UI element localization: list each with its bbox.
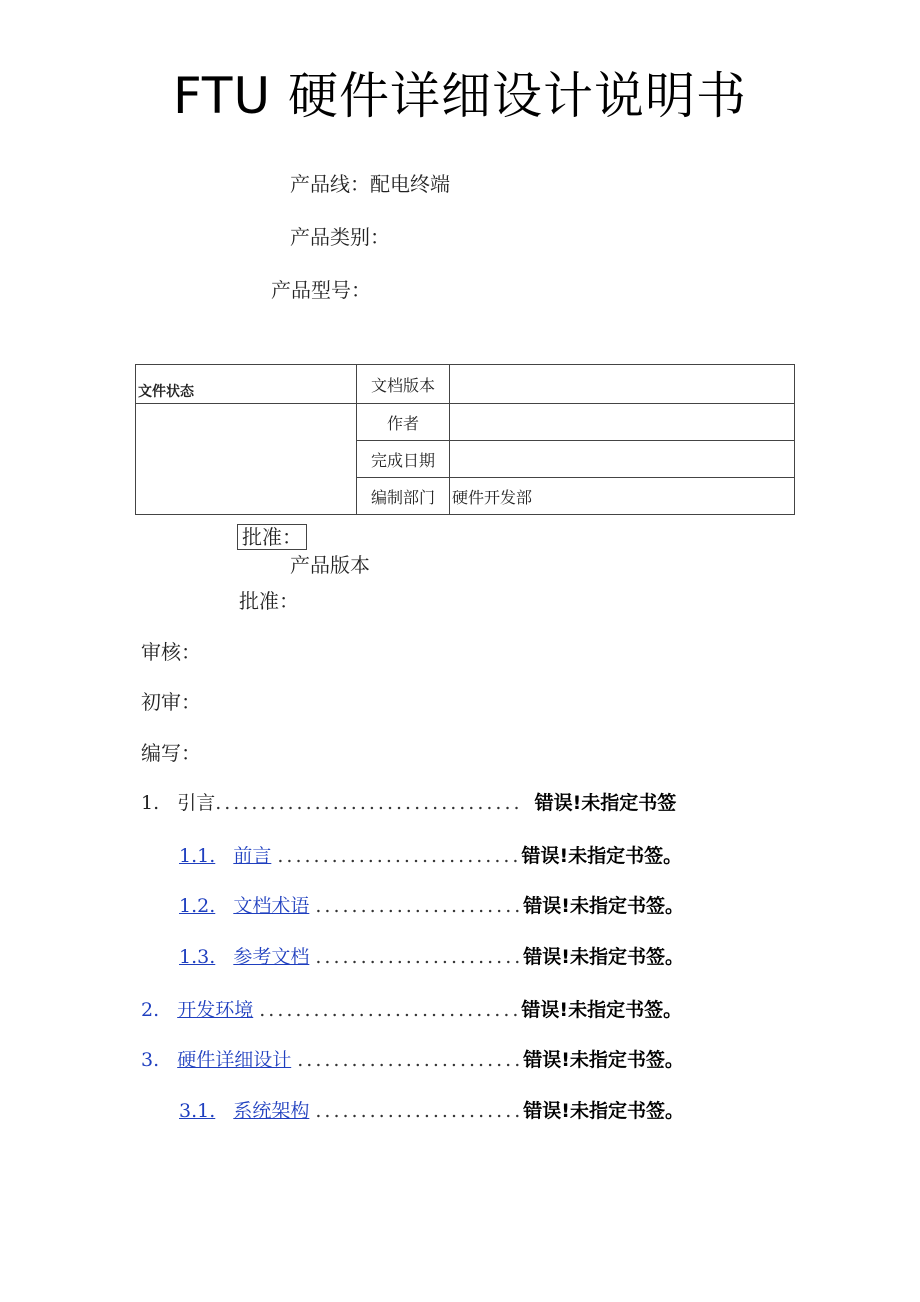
first-review-label: 初审：	[141, 690, 201, 714]
product-line: 产品线：配电终端	[290, 172, 450, 196]
toc-leader: .........................	[297, 1049, 524, 1071]
toc-error-text: 错误!未指定书签。	[523, 1049, 684, 1071]
toc-entry-1-3[interactable]	[179, 942, 684, 969]
toc-error-text: 错误!未指定书签。	[521, 999, 683, 1021]
toc-number[interactable]: 1.1.	[179, 845, 216, 867]
product-category: 产品类别：	[290, 225, 390, 249]
toc-link[interactable]: 参考文档	[233, 946, 310, 968]
product-model: 产品型号：	[271, 278, 371, 302]
file-status-value	[136, 404, 357, 515]
toc-link[interactable]: 开发环境	[177, 999, 254, 1021]
doc-version-label: 文档版本	[357, 365, 450, 404]
toc-number: 1.	[141, 792, 160, 814]
toc-link[interactable]: 系统架构	[233, 1100, 310, 1122]
toc-entry-1-2[interactable]	[179, 891, 684, 918]
approval-boxed-field[interactable]: 批准：	[237, 524, 307, 550]
doc-version-value[interactable]	[450, 365, 795, 404]
toc-entry-2[interactable]	[141, 995, 682, 1022]
toc-entry-3[interactable]	[141, 1045, 684, 1072]
author-value[interactable]	[450, 404, 795, 441]
toc-number[interactable]: 3.1.	[179, 1100, 216, 1122]
toc-leader: .......................	[315, 1100, 524, 1122]
toc-error-text: 错误!未指定书签。	[523, 946, 684, 968]
toc-number[interactable]: 1.2.	[179, 895, 216, 917]
toc-link[interactable]: 前言	[233, 845, 272, 867]
toc-error-text: 错误!未指定书签。	[523, 895, 684, 917]
toc-error-text: 错误!未指定书签	[534, 792, 677, 814]
toc-entry-1[interactable]	[141, 788, 676, 815]
toc-entry-3-1[interactable]	[179, 1096, 684, 1123]
toc-number: 3.	[141, 1049, 160, 1071]
toc-leader: ...........................	[277, 845, 522, 867]
review-label: 审核：	[141, 640, 201, 664]
toc-error-text: 错误!未指定书签。	[521, 845, 683, 867]
toc-leader: .............................	[259, 999, 522, 1021]
toc-leader: .......................	[315, 946, 524, 968]
toc-number[interactable]: 1.3.	[179, 946, 216, 968]
toc-link[interactable]: 硬件详细设计	[177, 1049, 292, 1071]
approve-label: 批准：	[239, 589, 299, 613]
toc-error-text: 错误!未指定书签。	[523, 1100, 684, 1122]
toc-leader: ..................................	[215, 792, 523, 814]
department-value[interactable]: 硬件开发部	[450, 478, 795, 515]
toc-link[interactable]: 文档术语	[233, 895, 310, 917]
completion-date-label: 完成日期	[357, 441, 450, 478]
file-status-label: 文件状态	[136, 365, 357, 404]
toc-leader: .......................	[315, 895, 524, 917]
author-sign-label: 编写：	[141, 741, 201, 765]
completion-date-value[interactable]	[450, 441, 795, 478]
toc-number: 2.	[141, 999, 160, 1021]
toc-entry-1-1[interactable]	[179, 841, 682, 868]
product-version-label: 产品版本	[290, 553, 370, 577]
author-label: 作者	[357, 404, 450, 441]
toc-title: 引言	[177, 792, 216, 814]
department-label: 编制部门	[357, 478, 450, 515]
document-title: FTU 硬件详细设计说明书	[173, 67, 747, 125]
file-status-table	[135, 364, 795, 515]
